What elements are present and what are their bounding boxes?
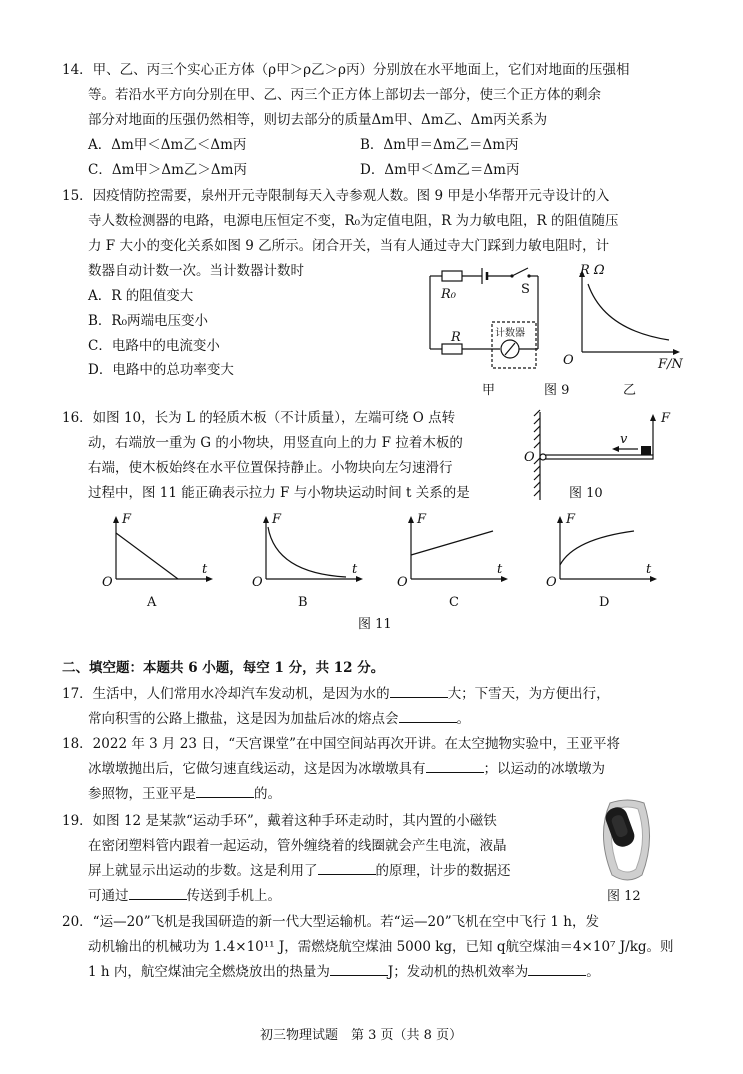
graph-d-x: t: [646, 562, 652, 577]
q14-line-3: 部分对地面的压强仍然相等，则切去部分的质量Δm甲、Δm乙、Δm丙关系为: [88, 112, 548, 128]
page-footer: 初三物理试题 第 3 页（共 8 页）: [260, 1028, 463, 1043]
graph-b-x: t: [352, 562, 358, 577]
graph-d-y: F: [566, 512, 576, 527]
fig9-yi-label: 乙: [623, 383, 637, 398]
q15-option-a: A．R 的阻值变大: [88, 288, 194, 304]
fig9-counter-label: 计数器: [495, 328, 525, 339]
q20-line-3: 1 h 内，航空煤油完全燃烧放出的热量为 J；发动机的热机效率为 。: [88, 961, 600, 983]
q18-line-3: 参照物，王亚平是 的。: [88, 783, 281, 805]
q20-blank-2[interactable]: [528, 961, 586, 976]
graph-a-label: A: [147, 595, 157, 610]
fig10-v-label: v: [620, 432, 628, 447]
q18-line-1: 18．2022 年 3 月 23 日，“天宫课堂”在中国空间站再次开讲。在太空抛物实验中，王亚平将: [62, 736, 621, 752]
q14-line-1: 14．甲、乙、丙三个实心正方体（ρ甲＞ρ乙＞ρ丙）分别放在水平地面上，它们对地面的压强相: [62, 62, 630, 78]
graph-b-o: O: [252, 575, 263, 590]
fig9-caption: 图 9: [544, 383, 570, 398]
graph-a-y: F: [122, 512, 132, 527]
graph-a-x: t: [202, 562, 208, 577]
q18-line-2: 冰墩墩抛出后，它做匀速直线运动，这是因为冰墩墩具有 ；以运动的冰墩墩为: [88, 758, 605, 780]
q17-line-1: 17．生活中，人们常用水冷却汽车发动机，是因为水的 大；下雪天，为方便出行，: [62, 683, 610, 705]
q15-option-d: D．电路中的总功率变大: [88, 362, 234, 378]
q16-line-1: 16．如图 10，长为 L 的轻质木板（不计质量），左端可绕 O 点转: [62, 410, 456, 426]
fig10-caption: 图 10: [569, 486, 603, 501]
q20-line-1: 20．“运—20”飞机是我国研造的新一代大型运输机。若“运—20”飞机在空中飞行 1 h，发: [62, 914, 600, 930]
q16-line-3: 右端，使木板始终在水平位置保持静止。小物块向左匀速滑行: [88, 460, 453, 476]
fig9-jia-label: 甲: [482, 383, 496, 398]
q14-line-2: 等。若沿水平方向分别在甲、乙、丙三个正方体上部切去一部分，使三个正方体的剩余: [88, 87, 601, 103]
q15-option-c: C．电路中的电流变小: [88, 338, 220, 354]
graph-a-o: O: [102, 575, 113, 590]
graph-d-o: O: [546, 575, 557, 590]
q16-line-4: 过程中，图 11 能正确表示拉力 F 与小物块运动时间 t 关系的是: [88, 485, 470, 501]
q15-line-1: 15．因疫情防控需要，泉州开元寺限制每天入寺参观人数。图 9 甲是小华帮开元寺设计的入: [62, 188, 610, 204]
q17-line-2: 常向积雪的公路上撒盐，这是因为加盐后冰的熔点会 。: [88, 708, 470, 730]
q17-blank-2[interactable]: [399, 708, 457, 723]
section-2-title: 二、填空题：本题共 6 小题，每空 1 分，共 12 分。: [62, 660, 385, 676]
graph-b-label: B: [298, 595, 308, 610]
q20-line-2: 动机输出的机械功为 1.4×10¹¹ J，需燃烧航空煤油 5000 kg，已知 q航空煤油＝4×10⁷ J/kg。则: [88, 939, 674, 955]
q19-line-4: 可通过 传送到手机上。: [88, 885, 281, 907]
fig11-caption: 图 11: [358, 617, 392, 632]
q19-blank-1[interactable]: [318, 860, 376, 875]
q14-option-a: A．Δm甲＜Δm乙＜Δm丙: [88, 137, 247, 153]
graph-c-x: t: [497, 562, 503, 577]
fig12-caption: 图 12: [607, 889, 641, 904]
q19-blank-2[interactable]: [129, 885, 187, 900]
q14-option-c: C．Δm甲＞Δm乙＞Δm丙: [88, 162, 247, 178]
graph-b-y: F: [272, 512, 282, 527]
q15-line-4: 数器自动计数一次。当计数器计数时: [88, 263, 304, 279]
figure-9-graph: [574, 270, 684, 362]
q17-blank-1[interactable]: [390, 683, 448, 698]
fig9-x-axis-label: F/N: [658, 357, 683, 372]
q18-blank-1[interactable]: [426, 758, 484, 773]
q15-option-b: B．R₀两端电压变小: [88, 313, 208, 329]
q19-line-2: 在密闭塑料管内跟着一起运动，管外缠绕着的线圈就会产生电流，液晶: [88, 838, 507, 854]
fig9-switch-label: S: [521, 282, 530, 297]
q15-line-3: 力 F 大小的变化关系如图 9 乙所示。闭合开关，当有人通过寺大门踩到力敏电阻时，计: [88, 238, 610, 254]
graph-c-label: C: [449, 595, 459, 610]
graph-c-y: F: [417, 512, 427, 527]
fig9-r0-label: R₀: [441, 287, 456, 302]
fitness-band-image: [592, 795, 662, 885]
q18-blank-2[interactable]: [196, 783, 254, 798]
q14-option-d: D．Δm甲＜Δm乙＝Δm丙: [360, 162, 520, 178]
fig9-y-axis-label: R Ω: [580, 263, 605, 278]
q16-line-2: 动，右端放一重为 G 的小物块，用竖直向上的力 F 拉着木板的: [88, 435, 463, 451]
q20-blank-1[interactable]: [330, 961, 388, 976]
fig10-f-label: F: [661, 411, 671, 426]
q15-line-2: 寺人数检测器的电路，电源电压恒定不变，R₀为定值电阻，R 为力敏电阻，R 的阻值随压: [88, 213, 619, 229]
q19-line-3: 屏上就显示出运动的步数。这是利用了 的原理，计步的数据还: [88, 860, 511, 882]
fig9-r-label: R: [451, 330, 461, 345]
figure-9-circuit: [420, 262, 550, 377]
fig10-o-label: O: [524, 450, 535, 465]
q19-line-1: 19．如图 12 是某款“运动手环”，戴着这种手环走动时，其内置的小磁铁: [62, 813, 497, 829]
q14-option-b: B．Δm甲＝Δm乙＝Δm丙: [360, 137, 519, 153]
graph-c-o: O: [397, 575, 408, 590]
graph-d-label: D: [599, 595, 610, 610]
fig9-origin: O: [563, 353, 574, 368]
